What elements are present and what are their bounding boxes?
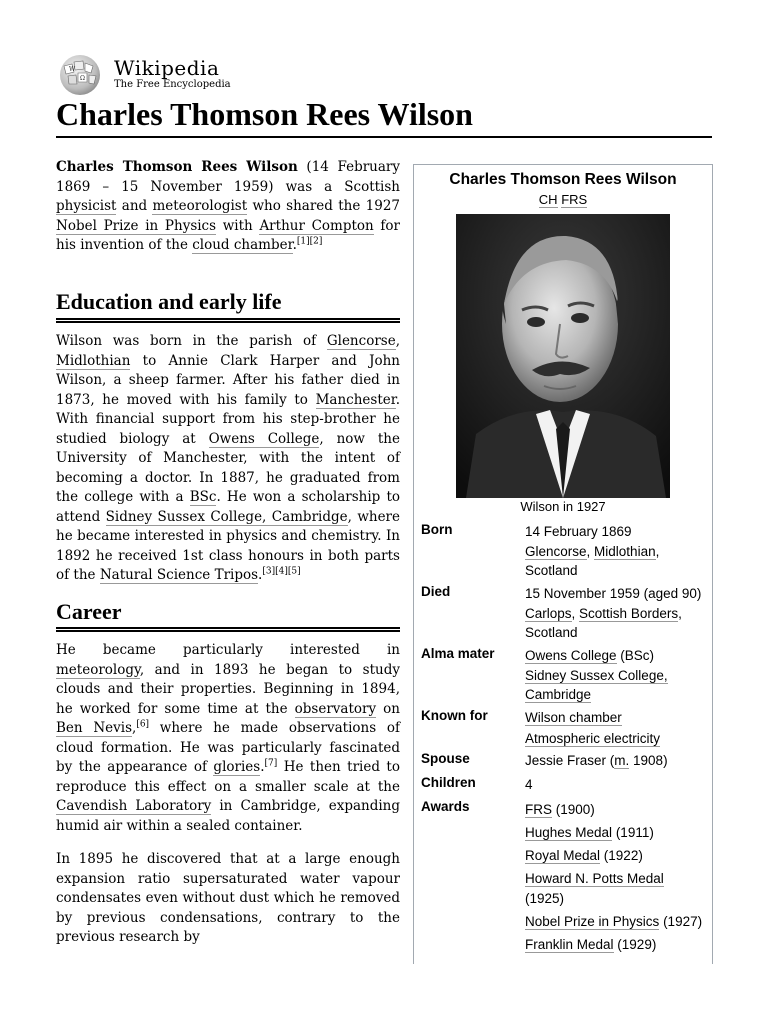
page-title: Charles Thomson Rees Wilson bbox=[56, 96, 473, 132]
link-award-potts-medal[interactable]: Howard N. Potts Medal bbox=[525, 871, 664, 886]
award-item bbox=[525, 823, 711, 843]
link-atmospheric-electricity[interactable]: Atmospheric electricity bbox=[525, 730, 661, 746]
link-award-nobel-prize[interactable]: Nobel Prize in Physics bbox=[525, 913, 660, 929]
link-ch[interactable]: CH bbox=[538, 192, 558, 207]
link-bsc[interactable]: BSc bbox=[189, 489, 217, 505]
spouse-year: 1908) bbox=[629, 753, 668, 768]
svg-text:W: W bbox=[69, 66, 76, 73]
tagline: The Free Encyclopedia bbox=[114, 79, 231, 90]
award-item bbox=[525, 846, 711, 866]
svg-text:Ω: Ω bbox=[80, 75, 85, 82]
children-count: 4 bbox=[525, 777, 533, 792]
title-divider bbox=[56, 136, 712, 138]
link-frs[interactable]: FRS bbox=[561, 192, 588, 207]
lead-text: . bbox=[292, 237, 297, 253]
award-year: (1927) bbox=[659, 913, 703, 929]
link-scottish-borders[interactable]: Scottish Borders bbox=[579, 605, 679, 621]
link-owens-college[interactable]: Owens College bbox=[208, 430, 320, 447]
spouse-label: Spouse bbox=[421, 751, 470, 766]
link-married[interactable]: m. bbox=[614, 753, 630, 768]
born-date: 14 February 1869 bbox=[525, 524, 632, 539]
award-year: (1900) bbox=[552, 802, 595, 817]
section-heading-education: Education and early life bbox=[56, 289, 282, 314]
lead-text: for his invention of the bbox=[56, 217, 401, 253]
link-cloud-chamber[interactable]: cloud chamber bbox=[192, 237, 293, 253]
lead-text: (14 February 1869 – 15 November 1959) was a Scottish bbox=[56, 159, 400, 195]
lead-paragraph bbox=[56, 158, 400, 256]
award-year-line: (1925) bbox=[525, 890, 565, 906]
paragraph-text: where he made observations of cloud formation. He was particularly fascinated by the appearance of bbox=[56, 720, 400, 775]
award-year: (1929) bbox=[613, 936, 657, 952]
citation-refs[interactable]: [3][4][5] bbox=[262, 566, 301, 577]
link-natural-science-tripos[interactable]: Natural Science Tripos bbox=[99, 567, 259, 583]
lead-text: with bbox=[216, 217, 260, 234]
infobox-title: Charles Thomson Rees Wilson bbox=[449, 171, 677, 188]
alma-note: (BSc) bbox=[616, 648, 655, 663]
link-glories[interactable]: glories bbox=[213, 759, 261, 775]
award-item bbox=[525, 912, 711, 932]
link-sidney-sussex[interactable]: Sidney Sussex College, bbox=[525, 667, 668, 683]
paragraph-text: . He won a scholarship to attend bbox=[56, 489, 401, 525]
lead-text: who shared the 1927 bbox=[247, 198, 400, 214]
section-heading-career: Career bbox=[56, 599, 122, 624]
paragraph-text: in Cambridge, expanding humid air within a sealed container. bbox=[56, 798, 400, 834]
link-award-hughes-medal[interactable]: Hughes Medal bbox=[525, 825, 613, 840]
infobox-postnominals bbox=[414, 192, 712, 207]
link-manchester[interactable]: Manchester bbox=[315, 391, 396, 408]
paragraph-text: . With financial support from his step-brother he studied biology at bbox=[56, 391, 400, 447]
award-item bbox=[525, 935, 711, 955]
spouse-name: Jessie Fraser ( bbox=[525, 753, 615, 768]
link-wilson-chamber[interactable]: Wilson chamber bbox=[525, 710, 622, 725]
infobox bbox=[413, 164, 713, 964]
link-glencorse[interactable]: Glencorse bbox=[525, 543, 587, 559]
link-nobel-prize[interactable]: Nobel Prize in Physics bbox=[56, 217, 217, 234]
known-for-label: Known for bbox=[421, 708, 488, 723]
section-divider bbox=[56, 318, 400, 323]
section-divider bbox=[56, 627, 400, 632]
link-midlothian[interactable]: Midlothian bbox=[56, 352, 131, 369]
wikipedia-globe-icon bbox=[56, 54, 104, 96]
children-label: Children bbox=[421, 775, 476, 790]
link-midlothian[interactable]: Midlothian bbox=[594, 543, 656, 559]
children-value bbox=[525, 775, 711, 795]
citation-ref[interactable]: [7] bbox=[264, 758, 278, 769]
alma-mater-label: Alma mater bbox=[421, 646, 495, 661]
award-item bbox=[525, 869, 711, 889]
paragraph-text: , now the University of Manchester, with the intent of becoming a doctor. In 1887, he graduated from the college with a bbox=[56, 430, 400, 505]
paragraph-text: . bbox=[260, 759, 265, 775]
link-ben-nevis[interactable]: Ben Nevis bbox=[56, 720, 133, 736]
link-carlops[interactable]: Carlops bbox=[525, 605, 572, 621]
link-meteorology[interactable]: meteorology bbox=[56, 661, 140, 678]
alma-mater-value bbox=[525, 646, 711, 705]
link-cavendish-laboratory[interactable]: Cavendish Laboratory bbox=[56, 798, 212, 814]
link-cambridge[interactable]: Cambridge bbox=[525, 687, 592, 702]
education-paragraph bbox=[56, 332, 400, 586]
died-value: 15 November 1959 (aged 90) Carlops, Scottish Borders, Scotland bbox=[525, 584, 711, 643]
link-meteorologist[interactable]: meteorologist bbox=[152, 198, 248, 214]
link-glencorse[interactable]: Glencorse bbox=[326, 333, 396, 349]
career-paragraph-2: In 1895 he discovered that at a large enough expansion ratio supersaturated water vapour condensates even without dust which he removed by previous condensations, contrary to the previous research by bbox=[56, 851, 400, 945]
died-date: 15 November 1959 (aged 90) bbox=[525, 586, 702, 601]
paragraph-text: Wilson was born in the parish of bbox=[56, 333, 327, 349]
link-sidney-sussex[interactable]: Sidney Sussex College, Cambridge bbox=[105, 508, 348, 525]
paragraph-text: to Annie Clark Harper and John Wilson, a sheep farmer. After his father died in 1873, he moved with his family to bbox=[56, 352, 400, 408]
born-country: Scotland bbox=[525, 563, 578, 578]
paragraph-text: on bbox=[376, 700, 400, 717]
born-label: Born bbox=[421, 522, 453, 537]
paragraph-text: , bbox=[395, 333, 400, 349]
award-year: (1922) bbox=[600, 848, 643, 863]
paragraph-text: He became particularly interested in bbox=[56, 642, 400, 658]
photo-caption: Wilson in 1927 bbox=[520, 499, 606, 514]
paragraph-text: , where he became interested in physics and chemistry. In 1892 he received 1st class honours in both parts of the bbox=[56, 508, 400, 583]
career-paragraph bbox=[56, 641, 400, 948]
link-award-royal-medal[interactable]: Royal Medal bbox=[525, 848, 601, 863]
citation-refs[interactable]: [1][2] bbox=[296, 236, 323, 247]
link-physicist[interactable]: physicist bbox=[56, 198, 117, 214]
paragraph-text: , bbox=[132, 720, 137, 736]
known-for-value bbox=[525, 708, 711, 748]
paragraph-text: He then tried to reproduce this effect on a smaller scale at the bbox=[56, 759, 400, 795]
award-item bbox=[525, 800, 711, 820]
link-award-franklin-medal[interactable]: Franklin Medal bbox=[525, 936, 614, 952]
citation-ref[interactable]: [6] bbox=[136, 719, 150, 730]
portrait-photo[interactable] bbox=[456, 214, 670, 498]
died-label: Died bbox=[421, 584, 451, 599]
link-owens-college[interactable]: Owens College bbox=[525, 648, 617, 663]
wikipedia-logo[interactable] bbox=[56, 54, 296, 96]
paragraph-text: , and in 1893 he began to study clouds and their properties. Beginning in 1894, he worked for some time at the bbox=[56, 661, 400, 717]
spouse-value bbox=[525, 751, 711, 771]
portrait-image bbox=[456, 214, 670, 498]
award-year: (1911) bbox=[612, 825, 654, 840]
lead-text: and bbox=[116, 198, 153, 214]
wordmark: Wikipedia bbox=[114, 56, 220, 80]
awards-label: Awards bbox=[421, 799, 470, 814]
article-subject: Charles Thomson Rees Wilson bbox=[56, 159, 298, 175]
born-value: 14 February 1869 Glencorse, Midlothian, Scotland bbox=[525, 522, 711, 581]
awards-list bbox=[525, 800, 711, 958]
link-award-frs[interactable]: FRS bbox=[525, 802, 552, 817]
died-country: Scotland bbox=[525, 625, 578, 640]
link-observatory[interactable]: observatory bbox=[294, 700, 377, 717]
link-arthur-compton[interactable]: Arthur Compton bbox=[259, 217, 374, 234]
paragraph-text: . bbox=[258, 567, 263, 583]
